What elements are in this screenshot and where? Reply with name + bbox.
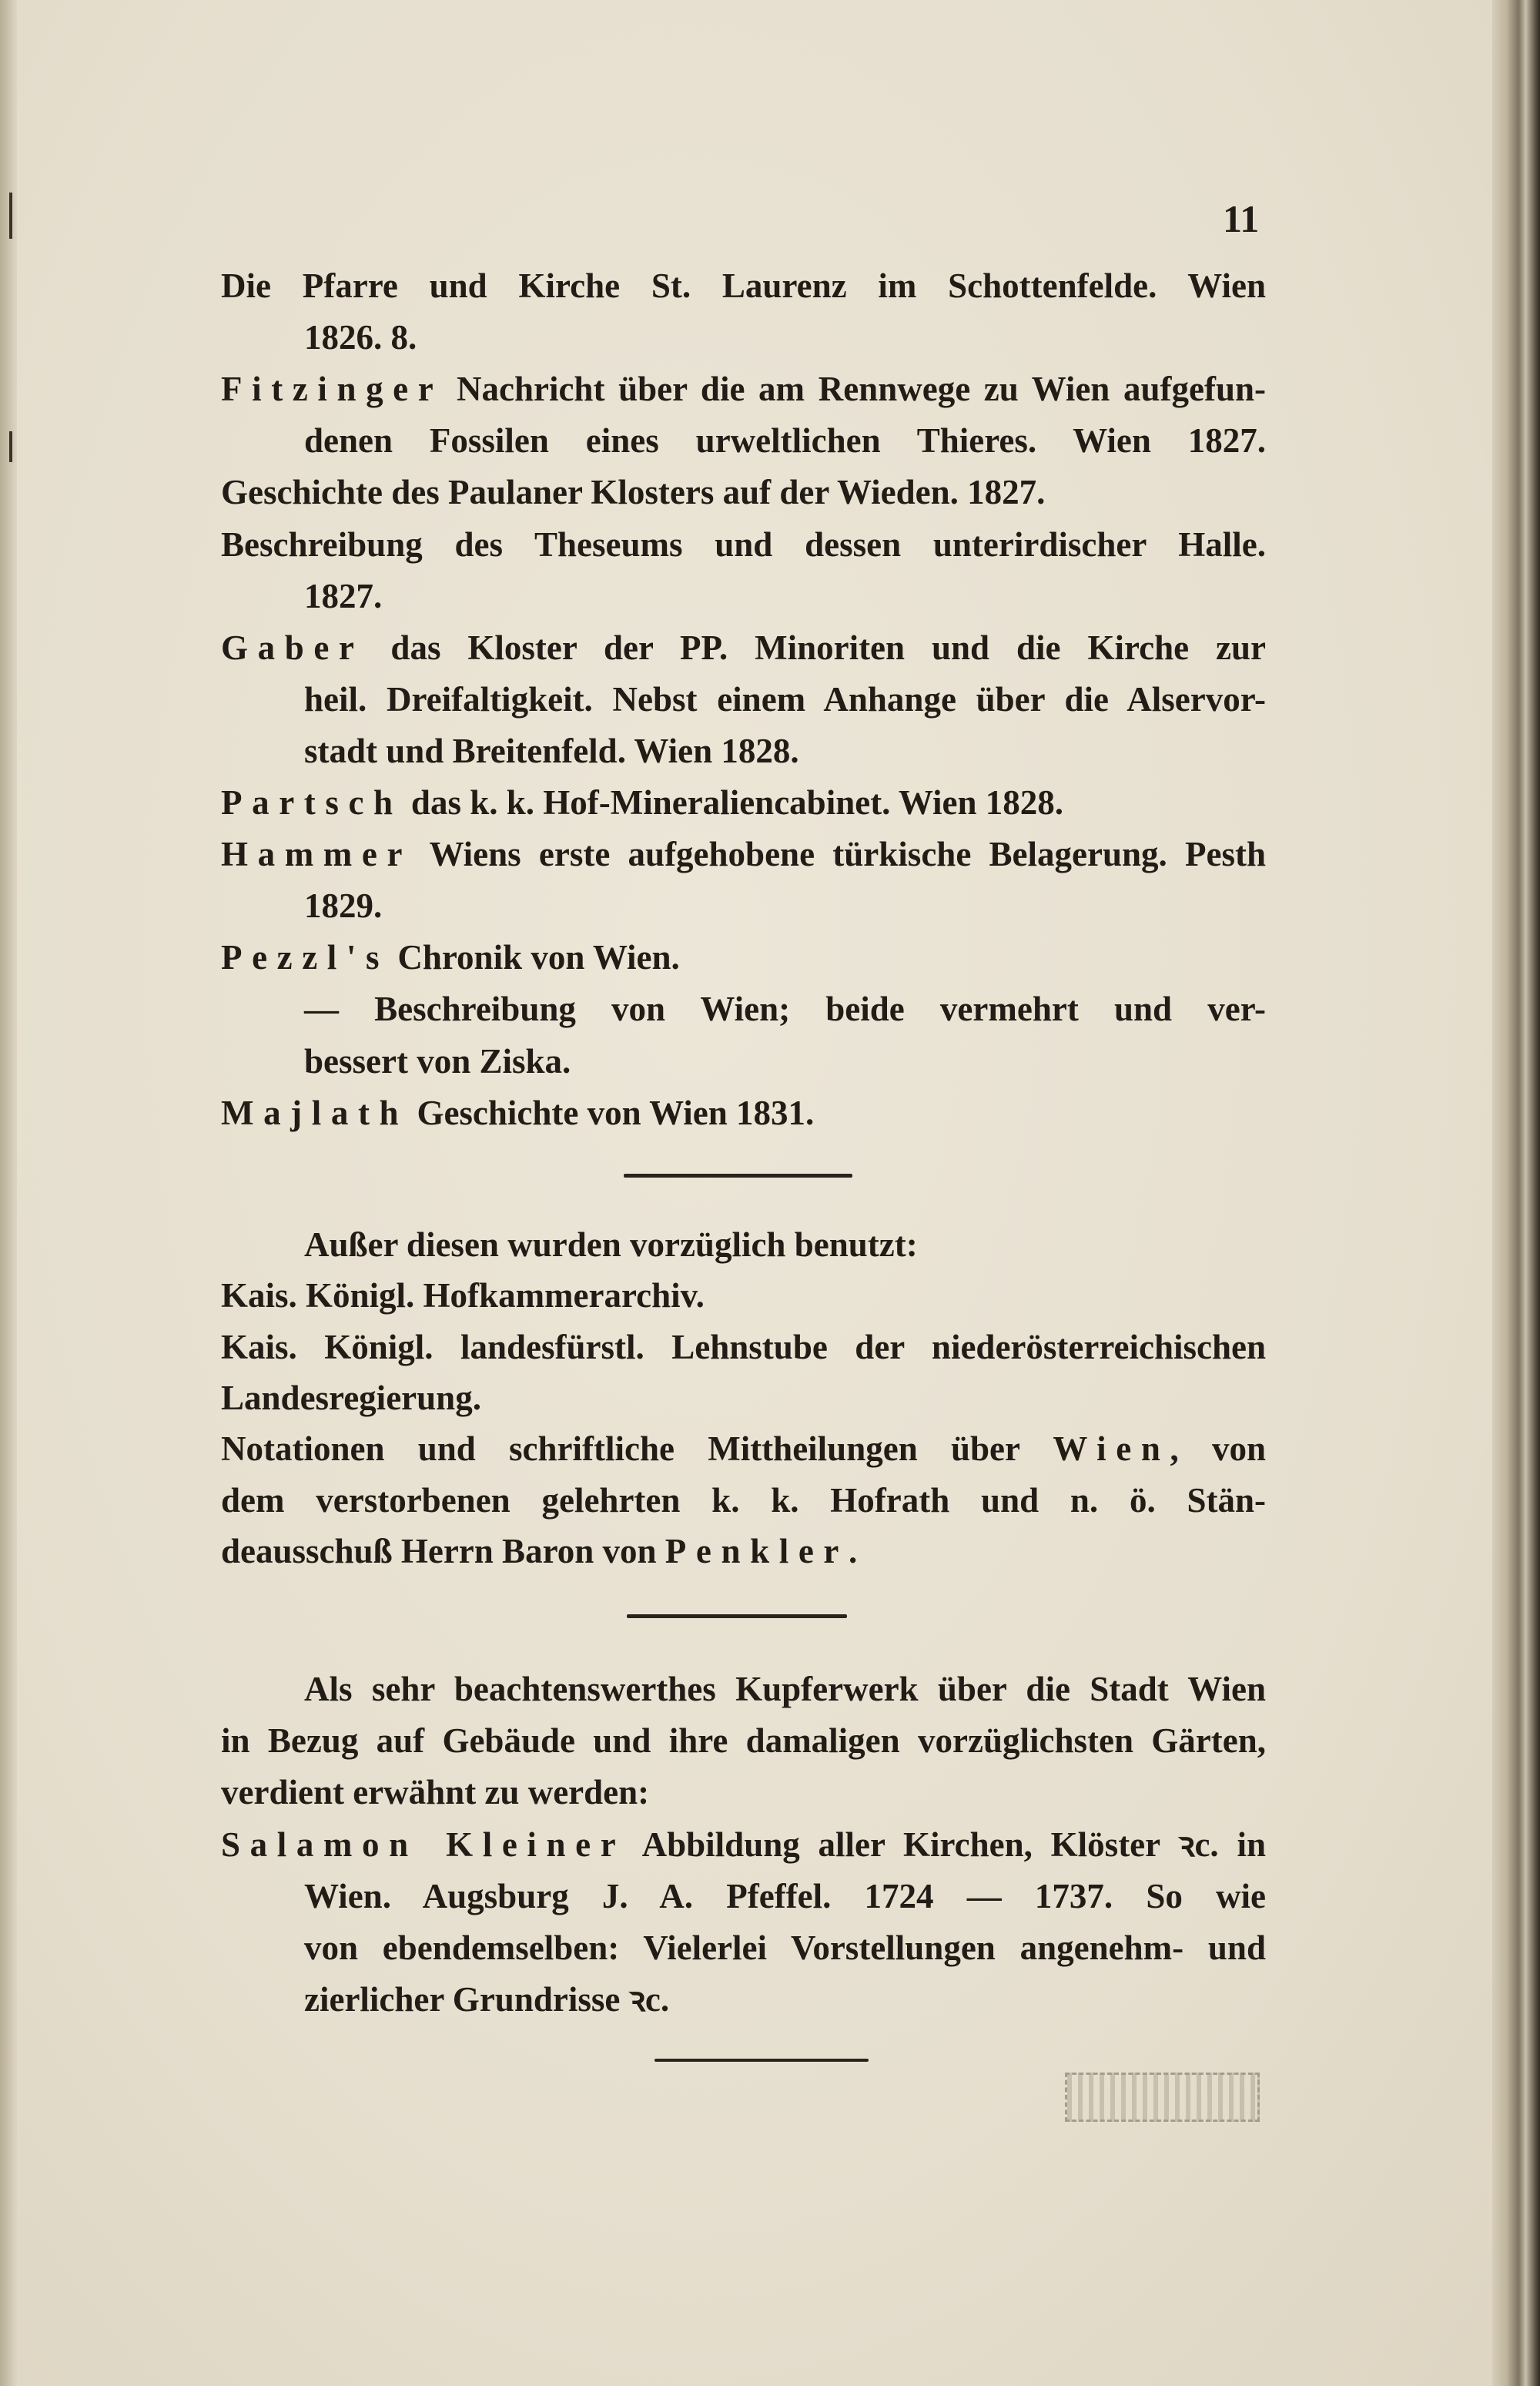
section-divider: [627, 1614, 847, 1618]
line-text: zierlicher Grundrisse ꝛc.: [304, 1980, 670, 2019]
line-text: Beschreibung des Theseums und dessen unterirdischer Halle.: [221, 524, 1266, 564]
line-text: 1826. 8.: [304, 318, 417, 357]
line-text: Landesregierung.: [221, 1378, 481, 1417]
line-text: Wiens erste aufgehobene türkische Belagerung. Pesth: [412, 835, 1266, 874]
line-text: Abbildung aller Kirchen, Klöster ꝛc. in: [625, 1825, 1266, 1864]
text-line: [304, 1974, 669, 2025]
line-text: Chronik von Wien.: [389, 938, 680, 977]
text-line: [221, 364, 1266, 414]
line-text: stadt und Breitenfeld. Wien 1828.: [304, 731, 799, 770]
line-text: Außer diesen wurden vorzüglich benutzt:: [304, 1225, 918, 1264]
spaced-name: Gaber: [221, 628, 364, 667]
section-divider: [624, 1174, 852, 1178]
text-line: [221, 1270, 705, 1321]
line-text: von ebendemselben: Vielerlei Vorstellungen angenehm- und: [304, 1929, 1266, 1967]
line-text: denen Fossilen eines urweltlichen Thieres. Wien 1827.: [304, 421, 1266, 461]
text-line: [304, 674, 1266, 725]
spaced-name: Pezzl's: [221, 938, 390, 977]
text-line: [304, 984, 1266, 1034]
line-text: — Beschreibung von Wien; beide vermehrt und ver-: [304, 990, 1266, 1029]
line-text: das Kloster der PP. Minoriten und die Kirche zur: [363, 628, 1266, 667]
text-line: [304, 312, 417, 363]
text-line: [221, 1526, 857, 1577]
text-line: [304, 571, 382, 622]
line-text: Wien. Augsburg J. A. Pfeffel. 1724 — 1737. So wie: [304, 1876, 1266, 1915]
line-text: 1827.: [304, 576, 383, 615]
text-line: [221, 932, 680, 983]
line-text: in Bezug auf Gebäude und ihre damaligen vorzüglichsten Gärten,: [221, 1721, 1266, 1761]
line-text: verdient erwähnt zu werden:: [221, 1773, 650, 1812]
text-line: [221, 829, 1266, 880]
binding-mark: [9, 193, 12, 239]
text-line: [304, 1219, 918, 1270]
spaced-name: Partsch: [221, 783, 403, 822]
text-line: [304, 415, 1266, 466]
spaced-name: Penkler: [665, 1531, 849, 1570]
line-text: 1829.: [304, 886, 383, 926]
line-text: Kais. Königl. landesfürstl. Lehnstube der niederösterreichischen: [221, 1327, 1266, 1366]
spaced-name: Majlath: [221, 1093, 409, 1132]
text-line: [221, 260, 1266, 311]
line-text: deausschuß Herrn Baron von: [221, 1531, 665, 1570]
line-text: , von: [1170, 1429, 1266, 1469]
text-line: [221, 1087, 814, 1138]
line-text: Geschichte des Paulaner Klosters auf der Wieden. 1827.: [221, 473, 1046, 512]
line-text: Geschichte von Wien 1831.: [408, 1093, 815, 1132]
text-line: [221, 1372, 481, 1423]
line-text: Notationen und schriftliche Mittheilungen über: [221, 1429, 1053, 1469]
text-line: [304, 1922, 1266, 1973]
text-line: [221, 1715, 1266, 1766]
text-line: [221, 1475, 1266, 1526]
line-text: heil. Dreifaltigkeit. Nebst einem Anhange über die Alservor-: [304, 679, 1266, 719]
spaced-name: Hammer: [221, 835, 413, 874]
text-line: [221, 1819, 1266, 1870]
text-line: [221, 1423, 1266, 1474]
text-line: [221, 777, 1063, 828]
text-line: [221, 622, 1266, 673]
line-text: Kais. Königl. Hofkammerarchiv.: [221, 1276, 705, 1315]
line-text: dem verstorbenen gelehrten k. k. Hofrath und n. ö. Stän-: [221, 1480, 1266, 1520]
page-number: 11: [1223, 197, 1260, 240]
text-line: [304, 880, 382, 931]
text-line: [304, 1871, 1266, 1922]
text-line: [304, 1664, 1266, 1714]
line-text: Nachricht über die am Rennwege zu Wien aufgefun-: [443, 370, 1266, 409]
text-line: [304, 726, 799, 776]
line-text: Als sehr beachtenswerthes Kupferwerk über die Stadt Wien: [304, 1670, 1266, 1708]
section-divider: [654, 2059, 869, 2062]
line-text: das k. k. Hof-Mineraliencabinet. Wien 1828.: [402, 783, 1064, 822]
line-text: .: [848, 1531, 858, 1570]
text-line: [221, 519, 1266, 570]
text-line: [221, 1322, 1266, 1372]
line-text: bessert von Ziska.: [304, 1041, 571, 1081]
page-right-edge: [1492, 0, 1540, 2386]
text-line: [221, 1767, 649, 1818]
page-binding-edge: [0, 0, 17, 2386]
text-line: [304, 1036, 571, 1087]
library-stamp: [1065, 2073, 1260, 2122]
spaced-name: Salamon Kleiner: [221, 1825, 626, 1864]
text-line: [221, 467, 1045, 518]
spaced-name: Wien: [1053, 1429, 1170, 1469]
line-text: Die Pfarre und Kirche St. Laurenz im Schottenfelde. Wien: [221, 266, 1266, 305]
binding-mark: [9, 431, 12, 462]
spaced-name: Fitzinger: [221, 370, 444, 409]
